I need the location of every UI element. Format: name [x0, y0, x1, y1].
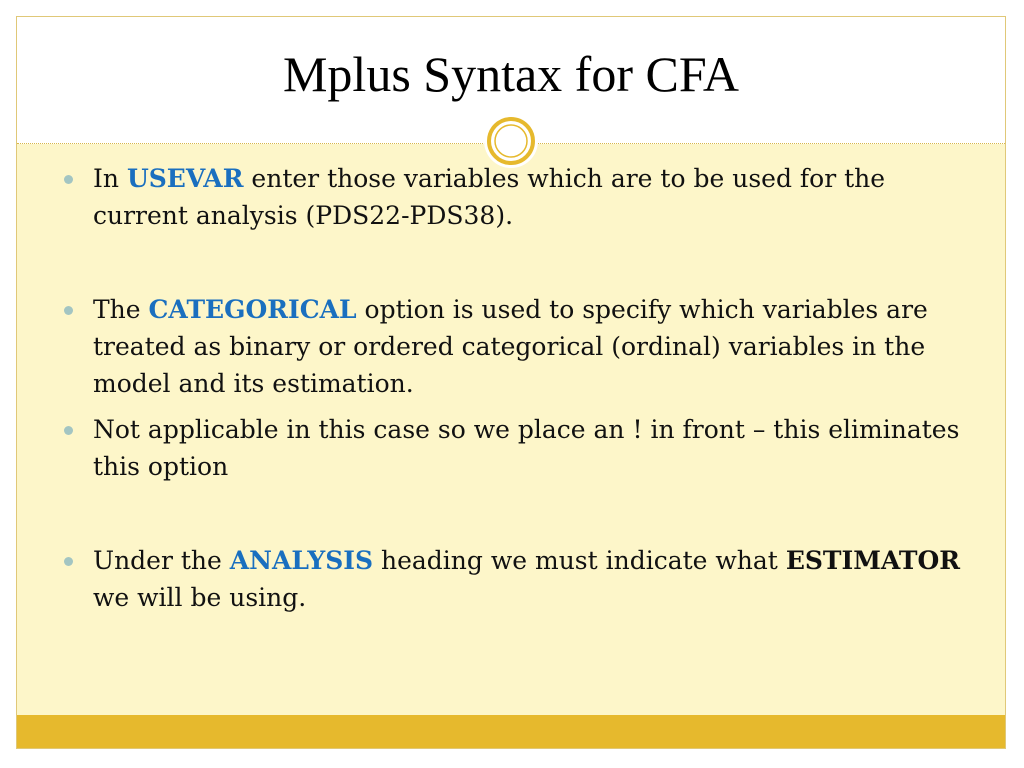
keyword-usevar: USEVAR: [126, 164, 244, 193]
bullet-categorical: [62, 291, 973, 402]
keyword-categorical: CATEGORICAL: [148, 295, 357, 324]
bullet-list: [62, 160, 962, 616]
slide-title: Mplus Syntax for CFA: [282, 46, 740, 102]
keyword-analysis: ANALYSIS: [229, 546, 374, 575]
bullet-analysis: [62, 542, 973, 616]
bullet-text: we will be using.: [93, 583, 307, 612]
bullet-text: option is used to specify which variables are treated as binary or ordered categorical (ordinal) variables in the model and its estimation.: [93, 295, 928, 398]
bullet-dot-icon: [64, 306, 73, 315]
bullet-text: Under the: [93, 546, 230, 575]
bottom-bar: [17, 715, 1005, 749]
bullet-text: enter those variables which are to be used for the current analysis (PDS22-PDS38).: [93, 164, 886, 230]
bullet-text: The: [93, 295, 149, 324]
bullet-usevar: [62, 160, 973, 234]
bullet-dot-icon: [64, 557, 73, 566]
bullet-text: Not applicable in this case so we place an ! in front – this eliminates this option: [93, 415, 960, 481]
keyword-estimator: ESTIMATOR: [785, 546, 961, 575]
bullet-text: heading we must indicate what: [373, 546, 786, 575]
bullet-dot-icon: [64, 426, 73, 435]
bullet-dot-icon: [64, 175, 73, 184]
bullet-text: In: [93, 164, 127, 193]
bullet-not-applicable: [62, 411, 973, 485]
